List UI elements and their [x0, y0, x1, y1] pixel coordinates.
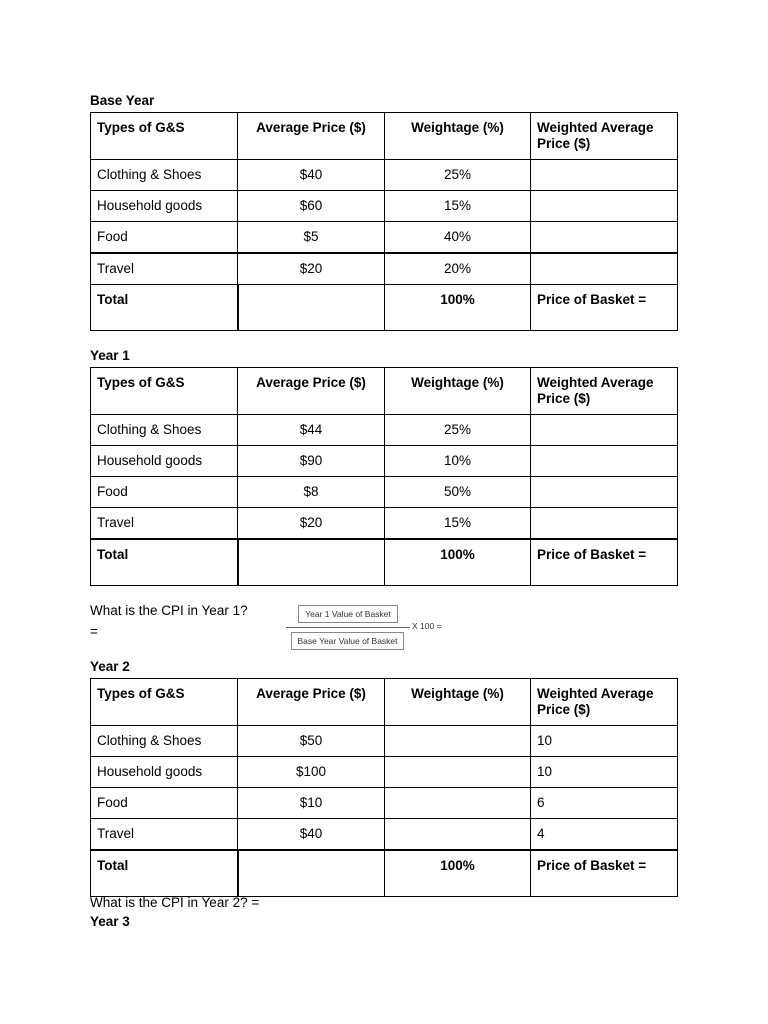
formula-multiplier: X 100 =	[412, 621, 442, 631]
price-cell: $40	[238, 819, 385, 851]
cpi-year-2-question: What is the CPI in Year 2? =	[90, 895, 260, 910]
weighted-cell[interactable]	[531, 222, 678, 254]
header-weighted-average-price: Weighted Average Price ($)	[531, 679, 678, 726]
weighted-cell: 10	[531, 726, 678, 757]
item-cell: Travel	[91, 819, 238, 851]
item-cell: Household goods	[91, 446, 238, 477]
weight-cell[interactable]	[385, 819, 531, 851]
total-price-cell[interactable]	[238, 285, 385, 331]
base-year-title: Base Year	[90, 93, 155, 108]
item-cell: Travel	[91, 508, 238, 540]
table-row	[91, 253, 678, 285]
table-header-row	[91, 113, 678, 160]
item-cell: Clothing & Shoes	[91, 160, 238, 191]
header-weightage: Weightage (%)	[385, 113, 531, 160]
weighted-cell[interactable]	[531, 191, 678, 222]
table-row	[91, 757, 678, 788]
header-types: Types of G&S	[91, 679, 238, 726]
weighted-cell[interactable]	[531, 446, 678, 477]
weight-cell: 10%	[385, 446, 531, 477]
header-types: Types of G&S	[91, 368, 238, 415]
price-of-basket-label[interactable]: Price of Basket =	[531, 850, 678, 897]
weight-cell: 20%	[385, 253, 531, 285]
header-types: Types of G&S	[91, 113, 238, 160]
item-cell: Food	[91, 477, 238, 508]
total-weight: 100%	[385, 539, 531, 586]
header-weightage: Weightage (%)	[385, 368, 531, 415]
table-row	[91, 788, 678, 819]
price-cell: $50	[238, 726, 385, 757]
base-year-table	[90, 112, 678, 331]
weight-cell[interactable]	[385, 757, 531, 788]
table-row	[91, 415, 678, 446]
item-cell: Food	[91, 788, 238, 819]
cpi-year-1-answer[interactable]: =	[90, 624, 98, 639]
table-row	[91, 160, 678, 191]
weight-cell: 25%	[385, 415, 531, 446]
weight-cell[interactable]	[385, 788, 531, 819]
total-label: Total	[91, 285, 238, 331]
total-price-cell[interactable]	[238, 539, 385, 586]
header-weighted-average-price: Weighted Average Price ($)	[531, 368, 678, 415]
item-cell: Food	[91, 222, 238, 254]
table-row	[91, 446, 678, 477]
table-row	[91, 726, 678, 757]
item-cell: Clothing & Shoes	[91, 415, 238, 446]
year-1-table	[90, 367, 678, 586]
formula-fraction-bar	[286, 627, 410, 628]
year-2-title: Year 2	[90, 659, 130, 674]
table-row	[91, 508, 678, 540]
price-cell: $60	[238, 191, 385, 222]
weight-cell: 15%	[385, 191, 531, 222]
weighted-cell[interactable]	[531, 253, 678, 285]
weighted-cell[interactable]	[531, 477, 678, 508]
table-header-row	[91, 679, 678, 726]
formula-numerator: Year 1 Value of Basket	[298, 605, 398, 623]
header-weightage: Weightage (%)	[385, 679, 531, 726]
weighted-cell[interactable]	[531, 508, 678, 540]
total-weight: 100%	[385, 285, 531, 331]
weighted-cell: 6	[531, 788, 678, 819]
header-average-price: Average Price ($)	[238, 368, 385, 415]
price-cell: $44	[238, 415, 385, 446]
total-price-cell[interactable]	[238, 850, 385, 897]
weighted-cell: 10	[531, 757, 678, 788]
item-cell: Clothing & Shoes	[91, 726, 238, 757]
total-label: Total	[91, 539, 238, 586]
weight-cell[interactable]	[385, 726, 531, 757]
price-cell: $40	[238, 160, 385, 191]
weighted-cell: 4	[531, 819, 678, 851]
table-header-row	[91, 368, 678, 415]
price-cell: $5	[238, 222, 385, 254]
price-cell: $20	[238, 508, 385, 540]
table-row	[91, 222, 678, 254]
price-of-basket-label[interactable]: Price of Basket =	[531, 539, 678, 586]
year-3-title: Year 3	[90, 914, 130, 929]
formula-denominator: Base Year Value of Basket	[291, 632, 404, 650]
table-row	[91, 477, 678, 508]
item-cell: Travel	[91, 253, 238, 285]
table-row	[91, 191, 678, 222]
cpi-year-1-question: What is the CPI in Year 1?	[90, 603, 248, 618]
total-label: Total	[91, 850, 238, 897]
weight-cell: 40%	[385, 222, 531, 254]
year-2-table	[90, 678, 678, 897]
weight-cell: 50%	[385, 477, 531, 508]
price-cell: $8	[238, 477, 385, 508]
price-cell: $10	[238, 788, 385, 819]
header-average-price: Average Price ($)	[238, 679, 385, 726]
table-row	[91, 819, 678, 851]
price-of-basket-label[interactable]: Price of Basket =	[531, 285, 678, 331]
item-cell: Household goods	[91, 757, 238, 788]
price-cell: $90	[238, 446, 385, 477]
weight-cell: 15%	[385, 508, 531, 540]
item-cell: Household goods	[91, 191, 238, 222]
weighted-cell[interactable]	[531, 160, 678, 191]
weight-cell: 25%	[385, 160, 531, 191]
total-weight: 100%	[385, 850, 531, 897]
total-row	[91, 850, 678, 897]
price-cell: $100	[238, 757, 385, 788]
header-average-price: Average Price ($)	[238, 113, 385, 160]
total-row	[91, 285, 678, 331]
total-row	[91, 539, 678, 586]
year-1-title: Year 1	[90, 348, 130, 363]
weighted-cell[interactable]	[531, 415, 678, 446]
price-cell: $20	[238, 253, 385, 285]
header-weighted-average-price: Weighted Average Price ($)	[531, 113, 678, 160]
